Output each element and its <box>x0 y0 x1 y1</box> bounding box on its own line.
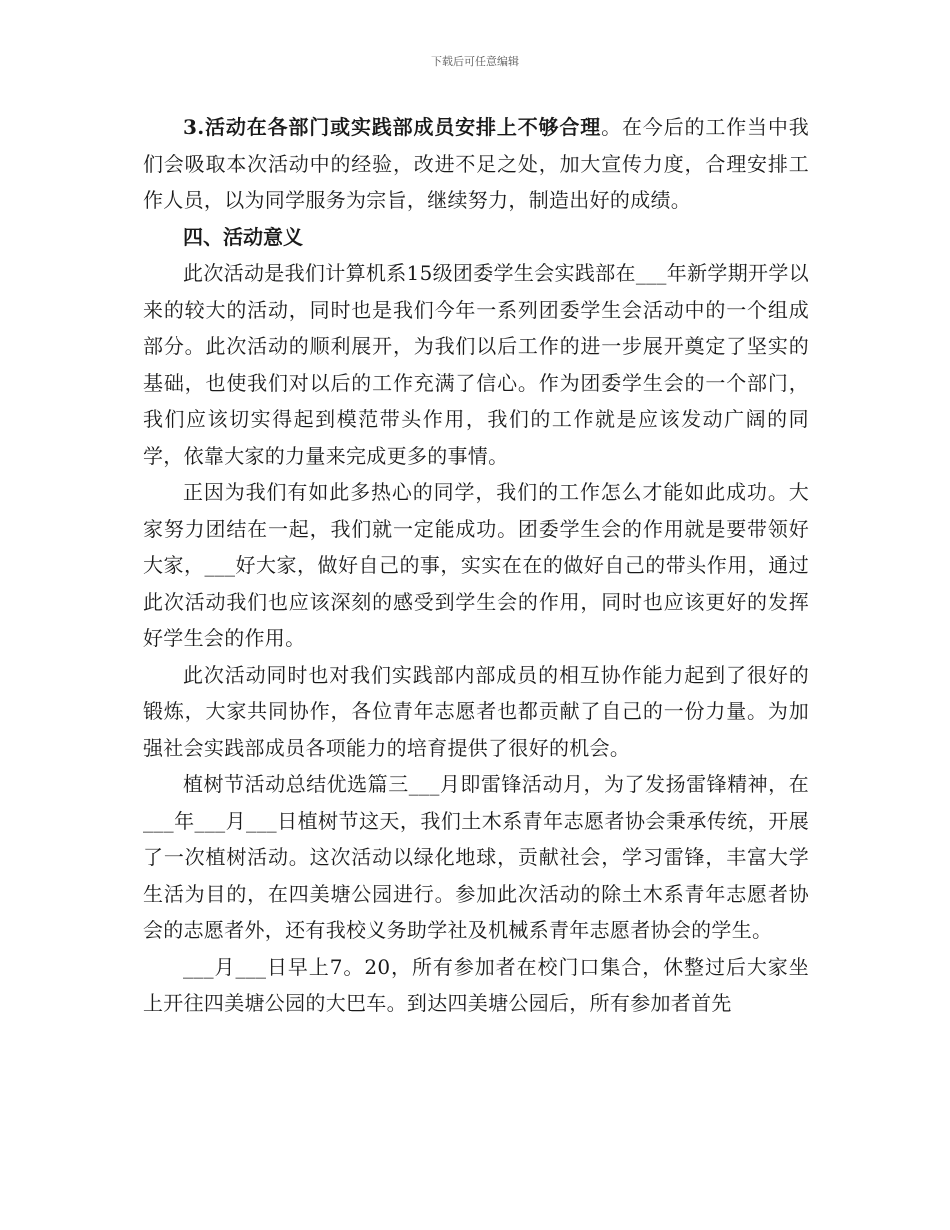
problem-3-text: 。在今后的工作当中我们会吸取本次活动中的经验，改进不足之处，加大宣传力度，合理安排工作人员，以为同学服务为宗旨，继续努力，制造出好的成绩。 <box>143 115 810 212</box>
section-heading-activity-meaning: 四、活动意义 <box>183 224 303 249</box>
paragraph-activity-meaning: 此次活动是我们计算机系15级团委学生会实践部在___年新学期开学以来的较大的活动，同时也是我们今年一系列团委学生会活动中的一个组成部分。此次活动的顺利展开，为我们以后工作的进一步展开奠定了坚实的基础，也使我们对以后的工作充满了信心。作为团委学生会的一个部门，我们应该切实得起到模范带头作用，我们的工作就是应该发动广阔的同学，依靠大家的力量来完成更多的事情。 <box>143 261 809 468</box>
paragraph-tree-planting-intro: 植树节活动总结优选篇三___月即雷锋活动月，为了发扬雷锋精神，在___年___月___日植树节这天，我们土木系青年志愿者协会秉承传统，开展了一次植树活动。这次活动以绿化地球，贡献社会，学习雷锋，丰富大学生活为目的，在四美塘公园进行。参加此次活动的除土木系青年志愿者协会的志愿者外，还有我校义务助学社及机械系青年志愿者协会的学生。 <box>143 772 809 942</box>
paragraph-team-success: 正因为我们有如此多热心的同学，我们的工作怎么才能如此成功。大家努力团结在一起，我们就一定能成功。团委学生会的作用就是要带领好大家，___好大家，做好自己的事，实实在在的做好自己的带头作用，通过此次活动我们也应该深刻的感受到学生会的作用，同时也应该更好的发挥好学生会的作用。 <box>143 480 809 650</box>
paragraph-tree-planting-morning: ___月___日早上7。20，所有参加者在校门口集合，休整过后大家坐上开往四美塘公园的大巴车。到达四美塘公园后，所有参加者首先 <box>143 954 809 1015</box>
page-header-watermark: 下载后可任意编辑 <box>431 55 519 68</box>
paragraph-team-cooperation: 此次活动同时也对我们实践部内部成员的相互协作能力起到了很好的锻炼，大家共同协作，各位青年志愿者也都贡献了自己的一份力量。为加强社会实践部成员各项能力的培育提供了很好的机会。 <box>143 662 809 760</box>
paragraph-problem-3 <box>143 109 809 219</box>
document-body <box>143 109 809 1022</box>
problem-3-heading: 3.活动在各部门或实践部成员安排上不够合理 <box>183 115 602 139</box>
